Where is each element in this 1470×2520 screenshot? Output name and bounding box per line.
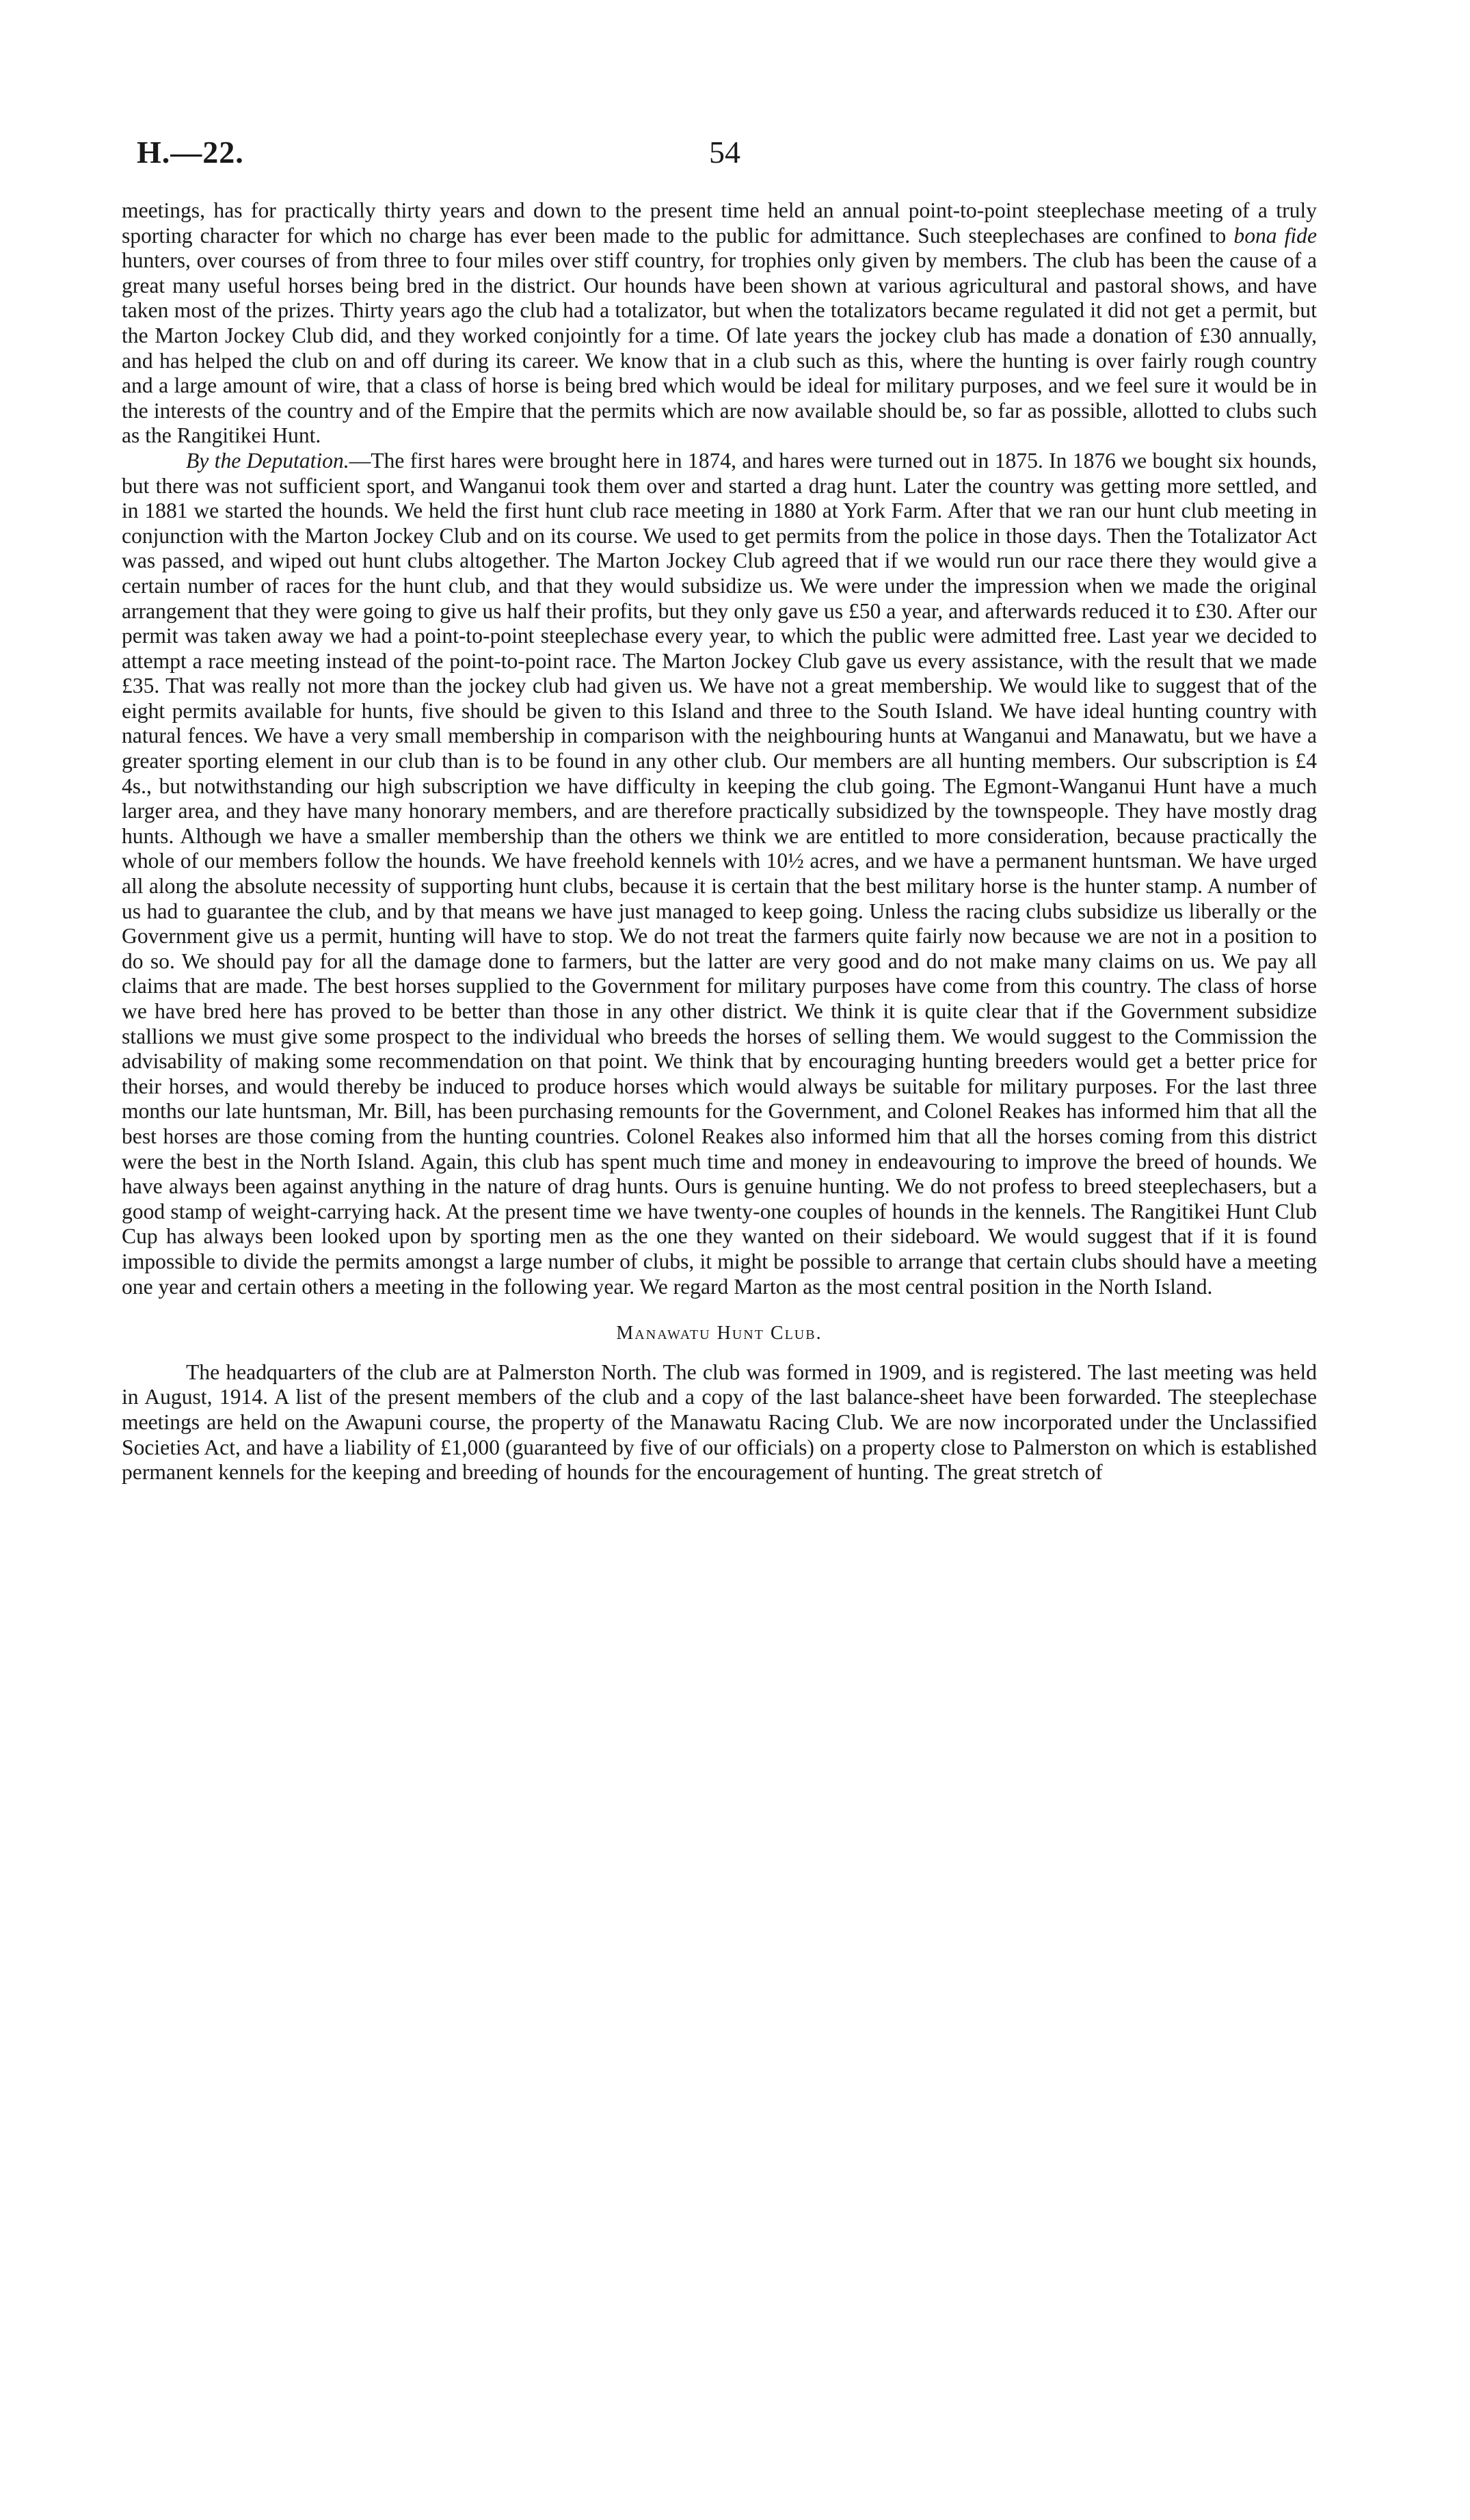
paragraph-rangitikei-submission xyxy=(122,198,1317,449)
page-number: 54 xyxy=(709,135,740,170)
paragraph-text-continued: hunters, over courses of from three to four miles over stiff country, for trophies only given by members. The club has been the cause of a great many useful horses being bred in the district. Our hounds have been shown at various agricultural and pastoral shows, and have taken most of the prizes. Thirty years ago the club had a totalizator, but when the totalizators became regulated it did not get a permit, but the Marton Jockey Club did, and they worked conjointly for a time. Of late years the jockey club has made a donation of £30 annually, and has helped the club on and off during its career. We know that in a club such as this, where the hunting is over fairly rough country and a large amount of wire, that a class of horse is being bred which would be ideal for military purposes, and we feel sure it would be in the interests of the country and of the Empire that the permits which are now available should be, so far as possible, allotted to clubs such as the Rangitikei Hunt. xyxy=(122,248,1317,448)
deputation-lead: By the Deputation. xyxy=(186,448,349,473)
page-header xyxy=(137,134,1313,182)
document-reference: H.—22. xyxy=(137,135,244,170)
paragraph-text: The headquarters of the club are at Palmerston North. The club was formed in 1909, and is registered. The last meeting was held in August, 1914. A list of the present members of the club and a copy of the last balance-sheet have been forwarded. The steeplechase meetings are held on the Awapuni course, the property of the Manawatu Racing Club. We are now incorporated under the Unclassified Societies Act, and have a liability of £1,000 (guaranteed by five of our officials) on a property close to Palmerston on which is established permanent kennels for the keeping and breeding of hounds for the encouragement of hunting. The great stretch of xyxy=(122,1360,1317,1485)
italic-phrase: bona fide xyxy=(1233,223,1317,248)
paragraph-text: meetings, has for practically thirty years and down to the present time held an annual point-to-point steeplechase meeting of a truly sporting character for which no charge has ever been made to the public for admittance. Such steeplechases are confined to xyxy=(122,198,1317,248)
section-heading: Manawatu Hunt Club. xyxy=(616,1323,823,1344)
paragraph-manawatu xyxy=(122,1360,1317,1485)
paragraph-text: —The first hares were brought here in 1874, and hares were turned out in 1875. In 1876 we bought six hounds, but there was not sufficient sport, and Wanganui took them over and started a drag hunt. Later the country was getting more settled, and in 1881 we started the hounds. We held the first hunt club race meeting in 1880 at York Farm. After that we ran our hunt club meeting in conjunction with the Marton Jockey Club and on its course. We used to get permits from the police in those days. Then the Totalizator Act was passed, and wiped out hunt clubs altogether. The Marton Jockey Club agreed that if we would run our race there they would give a certain number of races for the hunt club, and that they would subsidize us. We were under the impression when we made the original arrangement that they were going to give us half their profits, but they only gave us £50 a year, and afterwards reduced it to £30. After our permit was taken away we had a point-to-point steeplechase every year, to which the public were admitted free. Last year we decided to attempt a race meeting instead of the point-to-point race. The Marton Jockey Club gave us every assistance, with the result that we made £35. That was really not more than the jockey club had given us. We have not a great membership. We would like to suggest that of the eight permits available for hunts, five should be given to this Island and three to the South Island. We have ideal hunting country with natural fences. We have a very small membership in comparison with the neighbouring hunts at Wanganui and Manawatu, but we have a greater sporting element in our club than is to be found in any other club. Our members are all hunting members. Our subscription is £4 4s., but notwithstanding our high subscription we have difficulty in keeping the club going. The Egmont-Wanganui Hunt have a much larger area, and they have many honorary members, and are therefore practically subsidized by the townspeople. They have mostly drag hunts. Although we have a smaller membership than the others we think we are entitled to more consideration, because practically the whole of our members follow the hounds. We have freehold kennels with 10½ acres, and we have a permanent huntsman. We have urged all along the absolute necessity of supporting hunt clubs, because it is certain that the best military horse is the hunter stamp. A number of us had to guarantee the club, and by that means we have just managed to keep going. Unless the racing clubs subsidize us liberally or the Government give us a permit, hunting will have to stop. We do not treat the farmers quite fairly now because we are not in a position to do so. We should pay for all the damage done to farmers, but the latter are very good and do not make many claims on us. We pay all claims that are made. The best horses supplied to the Government for military purposes have come from this country. The class of horse we have bred here has proved to be better than those in any other district. We think it is quite clear that if the Government subsidize stallions we must give some prospect to the individual who breeds the horses of selling them. We would suggest to the Commission the advisability of making some recommendation on that point. We think that by encouraging hunting breeders would get a better price for their horses, and would thereby be induced to produce horses which would always be suitable for military purposes. For the last three months our late huntsman, Mr. Bill, has been purchasing remounts for the Government, and Colonel Reakes has informed him that all the best horses are those coming from the hunting countries. Colonel Reakes also informed him that all the horses coming from this district were the best in the North Island. Again, this club has spent much time and money in endeavouring to improve the breed of hounds. We have always been against anything in the nature of drag hunts. Ours is genuine hunting. We do not profess to breed steeplechasers, but a good stamp of weight-carrying hack. At the present time we have twenty-one couples of hounds in the kennels. The Rangitikei Hunt Club Cup has always been looked upon by sporting men as the one they wanted on their sideboard. We would suggest that if it is found impossible to divide the permits amongst a large number of clubs, it might be possible to arrange that certain clubs should have a meeting one year and certain others a meeting in the following year. We regard Marton as the most central position in the North Island. xyxy=(122,448,1317,1299)
paragraph-deputation xyxy=(122,449,1317,1299)
body-text xyxy=(122,198,1317,1485)
